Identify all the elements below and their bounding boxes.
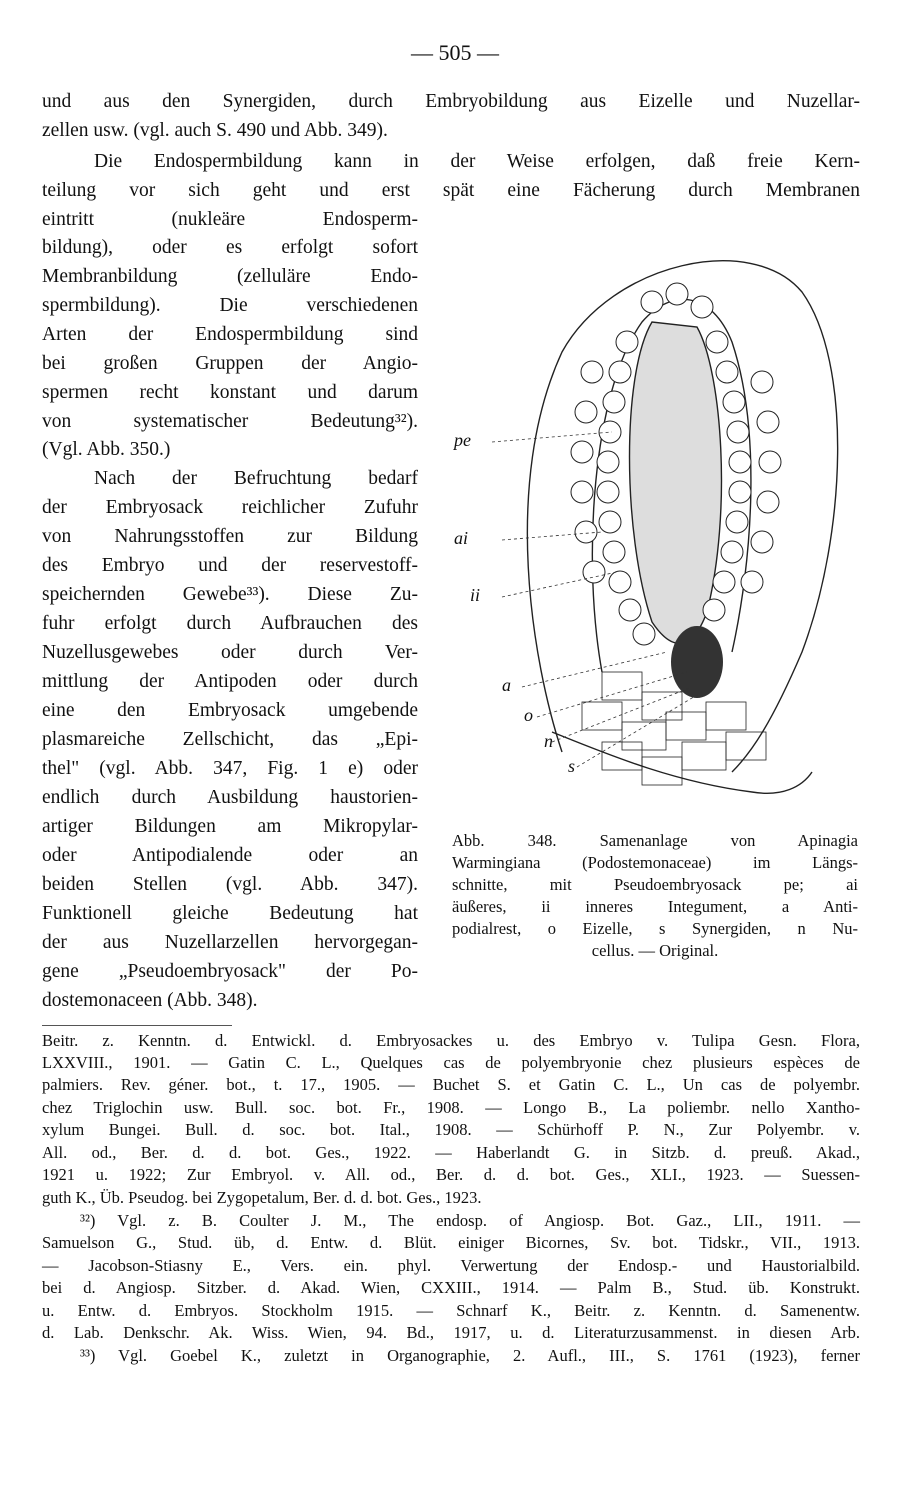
body-line: plasmareiche Zellschicht, das „Epi- bbox=[42, 729, 418, 750]
body-line: von systematischer Bedeutung³²). bbox=[42, 411, 418, 432]
label-s: s bbox=[568, 756, 576, 776]
body-line: (Vgl. Abb. 350.) bbox=[42, 439, 171, 460]
body-line: beiden Stellen (vgl. Abb. 347). bbox=[42, 874, 418, 895]
caption-line: cellus. — Original. bbox=[591, 941, 719, 960]
body-line: spermbildung). Die verschiedenen bbox=[42, 295, 418, 316]
body-line: eine den Embryosack umgebende bbox=[42, 700, 418, 721]
body-line: Funktionell gleiche Bedeutung hat bbox=[42, 903, 418, 924]
body-line: Die Endospermbildung kann in der Weise erfolgen, daß freie Kern- bbox=[94, 151, 860, 172]
egg-apparatus bbox=[671, 626, 723, 698]
nucellus-cells bbox=[582, 672, 766, 785]
footnote-line: — Jacobson-Stiasny E., Vers. ein. phyl. Verwertung der Endosp.- und Haustorialbild. bbox=[42, 1256, 860, 1275]
footnote-line: ³³) Vgl. Goebel K., zuletzt in Organographie, 2. Aufl., III., S. 1761 (1923), ferner bbox=[80, 1346, 860, 1365]
footnote-line: Beitr. z. Kenntn. d. Entwickl. d. Embryosackes u. des Embryo v. Tulipa Gesn. Flora, bbox=[42, 1031, 860, 1050]
body-line: spermen recht konstant und darum bbox=[42, 382, 418, 403]
body-line: bildung), oder es erfolgt sofort bbox=[42, 237, 418, 258]
page-number: — 505 — bbox=[411, 40, 499, 65]
body-line: thel" (vgl. Abb. 347, Fig. 1 e) oder bbox=[42, 758, 418, 779]
footnote-line: Samuelson G., Stud. üb, d. Entw. d. Blüt. einiger Bicornes, Sv. bot. Tidskr., VII., 1913. bbox=[42, 1233, 860, 1252]
footnote-line: xylum Bungei. Bull. d. soc. bot. Ital., 1908. — Schürhoff P. N., Zur Polyembr. v. bbox=[42, 1120, 860, 1139]
footnote-line: palmiers. Rev. géner. bot., t. 17., 1905. — Buchet S. et Gatin C. L., Un cas de polyembr. bbox=[42, 1075, 860, 1094]
label-n: n bbox=[544, 731, 553, 751]
body-line: Nach der Befruchtung bedarf bbox=[94, 468, 418, 489]
body-line: teilung vor sich geht und erst spät eine Fächerung durch Membranen bbox=[42, 180, 860, 201]
label-pe: pe bbox=[454, 430, 471, 450]
figure-caption bbox=[452, 830, 858, 962]
body-line: fuhr erfolgt durch Aufbrauchen des bbox=[42, 613, 418, 634]
caption-line: Abb. 348. Samenanlage von Apinagia bbox=[452, 831, 858, 850]
body-line: von Nahrungsstoffen zur Bildung bbox=[42, 526, 418, 547]
body-line: der aus Nuzellarzellen hervorgegan- bbox=[42, 932, 418, 953]
caption-line: schnitte, mit Pseudoembryosack pe; ai bbox=[452, 875, 858, 894]
footnote-line: d. Lab. Denkschr. Ak. Wiss. Wien, 94. Bd., 1917, u. d. Literaturzusammenst. in diesen Arb. bbox=[42, 1323, 860, 1342]
body-line: Nuzellusgewebes oder durch Ver- bbox=[42, 642, 418, 663]
body-line: Arten der Endospermbildung sind bbox=[42, 324, 418, 345]
body-line: gene „Pseudoembryosack" der Po- bbox=[42, 961, 418, 982]
body-line: und aus den Synergiden, durch Embryobildung aus Eizelle und Nuzellar- bbox=[42, 91, 860, 112]
label-ii: ii bbox=[470, 585, 481, 605]
caption-line: Warmingiana (Podostemonaceae) im Längs- bbox=[452, 853, 858, 872]
body-line: mittlung der Antipoden oder durch bbox=[42, 671, 418, 692]
footnote-line: chez Triglochin usw. Bull. soc. bot. Fr., 1908. — Longo B., La poliembr. nello Xantho- bbox=[42, 1098, 860, 1117]
body-line: speichernden Gewebe³³). Diese Zu- bbox=[42, 584, 418, 605]
label-ai: ai bbox=[454, 528, 469, 548]
footnote-line: u. Entw. d. Embryos. Stockholm 1915. — Schnarf K., Beitr. z. Kenntn. d. Samenentw. bbox=[42, 1301, 860, 1320]
body-line: endlich durch Ausbildung haustorien- bbox=[42, 787, 418, 808]
body-line: des Embryo und der reservestoff- bbox=[42, 555, 418, 576]
body-line: artiger Bildungen am Mikropylar- bbox=[42, 816, 418, 837]
pseudoembryosac bbox=[630, 322, 722, 643]
label-a: a bbox=[502, 675, 511, 695]
caption-line: podialrest, o Eizelle, s Synergiden, n Nu- bbox=[452, 919, 858, 938]
footnote-line: LXXVIII., 1901. — Gatin C. L., Quelques cas de polyembryonie chez plusieurs espèces de bbox=[42, 1053, 860, 1072]
caption-line: äußeres, ii inneres Integument, a Anti- bbox=[452, 897, 858, 916]
body-line: Membranbildung (zelluläre Endo- bbox=[42, 266, 418, 287]
ovule-figure bbox=[452, 232, 872, 812]
body-line: bei großen Gruppen der Angio- bbox=[42, 353, 418, 374]
body-line: der Embryosack reichlicher Zufuhr bbox=[42, 497, 418, 518]
body-line: dostemonaceen (Abb. 348). bbox=[42, 990, 258, 1011]
footnote-rule bbox=[42, 1025, 232, 1026]
footnote-line: All. od., Ber. d. d. bot. Ges., 1922. — Haberlandt G. in Sitzb. d. preuß. Akad., bbox=[42, 1143, 860, 1162]
body-line: zellen usw. (vgl. auch S. 490 und Abb. 349). bbox=[42, 120, 388, 141]
footnote-line: bei d. Angiosp. Sitzber. d. Akad. Wien, CXXIII., 1914. — Palm B., Stud. üb. Konstrukt. bbox=[42, 1278, 860, 1297]
footnote-line: guth K., Üb. Pseudog. bei Zygopetalum, Ber. d. d. bot. Ges., 1923. bbox=[42, 1188, 482, 1207]
label-o: o bbox=[524, 705, 533, 725]
body-line: oder Antipodialende oder an bbox=[42, 845, 418, 866]
footnote-line: 1921 u. 1922; Zur Embryol. v. All. od., Ber. d. d. bot. Ges., XLI., 1923. — Suessen- bbox=[42, 1165, 860, 1184]
body-line: eintritt (nukleäre Endosperm- bbox=[42, 209, 418, 230]
footnote-line: ³²) Vgl. z. B. Coulter J. M., The endosp. of Angiosp. Bot. Gaz., LII., 1911. — bbox=[80, 1211, 860, 1230]
